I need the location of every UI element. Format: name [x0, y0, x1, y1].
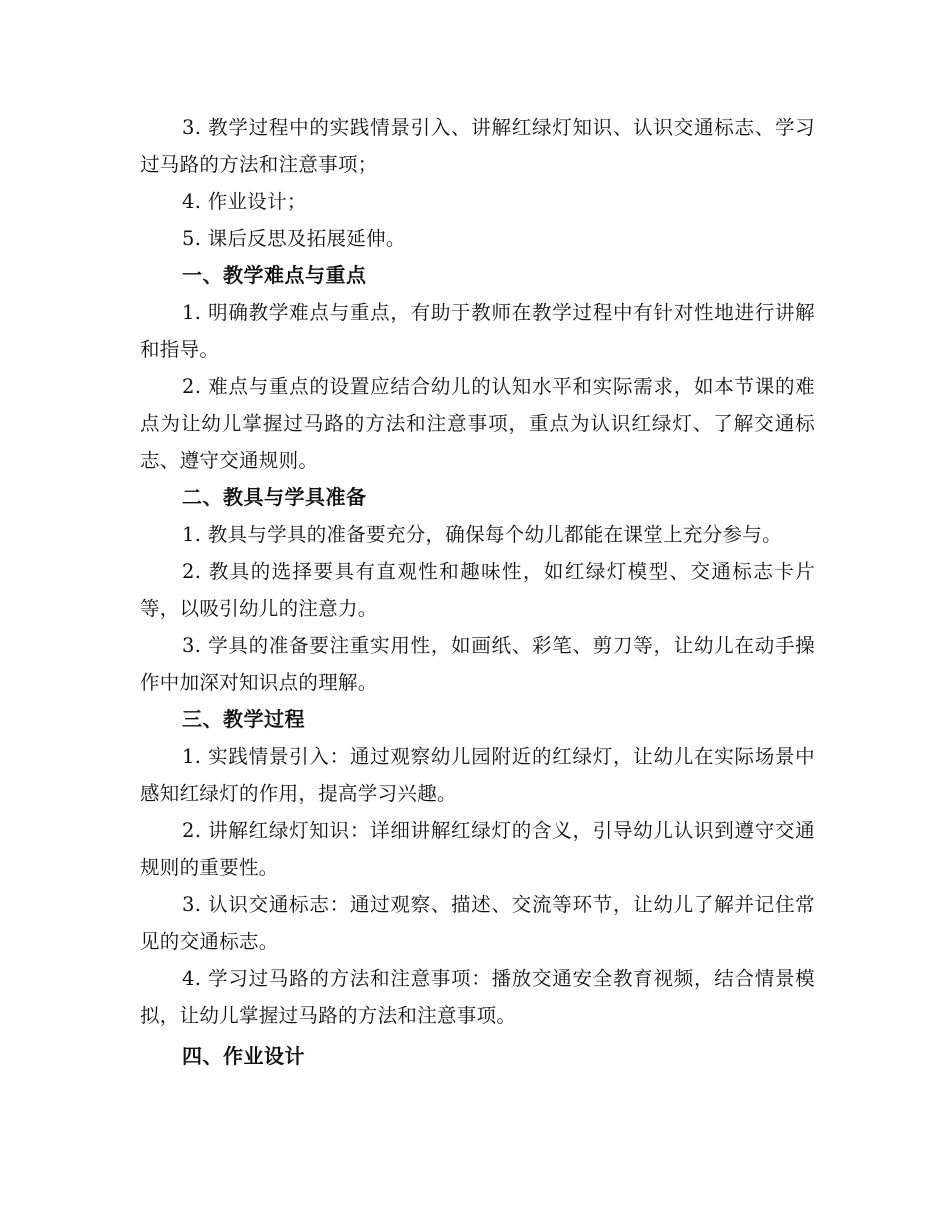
- paragraph-step-3: 3. 教学过程中的实践情景引入、讲解红绿灯知识、认识交通标志、学习过马路的方法和注意事项；: [140, 116, 815, 176]
- paragraph-difficulty-2: 2. 难点与重点的设置应结合幼儿的认知水平和实际需求，如本节课的难点为让幼儿掌握过马路的方法和注意事项，重点为认识红绿灯、了解交通标志、遵守交通规则。: [140, 375, 815, 472]
- paragraph-process-1: 1. 实践情景引入：通过观察幼儿园附近的红绿灯，让幼儿在实际场景中感知红绿灯的作用，提高学习兴趣。: [140, 745, 815, 805]
- section-heading-homework: 四、作业设计: [182, 1044, 305, 1068]
- paragraph-step-4: 4. 作业设计；: [182, 190, 307, 213]
- paragraph-process-4: 4. 学习过马路的方法和注意事项：播放交通安全教育视频，结合情景模拟，让幼儿掌握过马路的方法和注意事项。: [140, 967, 815, 1027]
- paragraph-step-5: 5. 课后反思及拓展延伸。: [182, 227, 406, 250]
- section-heading-process: 三、教学过程: [182, 707, 305, 731]
- paragraph-materials-1: 1. 教具与学具的准备要充分，确保每个幼儿都能在课堂上充分参与。: [182, 523, 782, 546]
- paragraph-process-2: 2. 讲解红绿灯知识：详细讲解红绿灯的含义，引导幼儿认识到遵守交通规则的重要性。: [140, 819, 815, 879]
- paragraph-process-3: 3. 认识交通标志：通过观察、描述、交流等环节，让幼儿了解并记住常见的交通标志。: [140, 893, 815, 953]
- paragraph-materials-3: 3. 学具的准备要注重实用性，如画纸、彩笔、剪刀等，让幼儿在动手操作中加深对知识点的理解。: [140, 634, 815, 694]
- section-heading-difficulty: 一、教学难点与重点: [182, 263, 367, 287]
- paragraph-difficulty-1: 1. 明确教学难点与重点，有助于教师在教学过程中有针对性地进行讲解和指导。: [140, 301, 815, 361]
- paragraph-materials-2: 2. 教具的选择要具有直观性和趣味性，如红绿灯模型、交通标志卡片等，以吸引幼儿的注意力。: [140, 560, 815, 620]
- section-heading-materials: 二、教具与学具准备: [182, 485, 367, 509]
- document-page: [140, 109, 815, 1075]
